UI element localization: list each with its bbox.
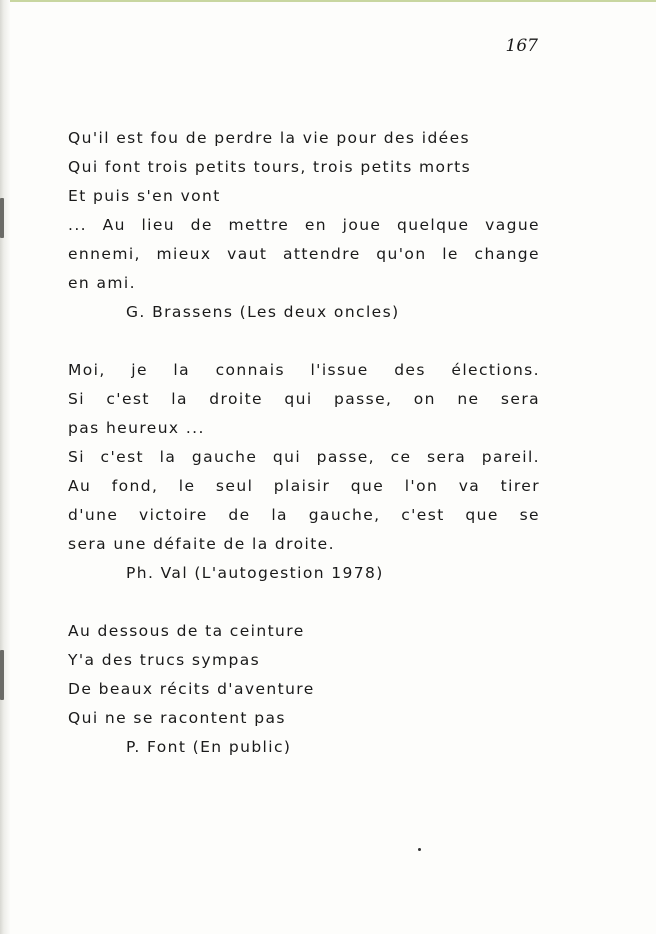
quote-line: Qui ne se racontent pas [68,709,286,727]
quote-line: sera une défaite de la droite. [68,535,335,553]
quote-line: pas heureux ... [68,419,205,437]
quote-line: Au fond, le seul plaisir que l'on va tirer [68,477,540,495]
binding-mark-upper [0,198,4,238]
quote-line: De beaux récits d'aventure [68,680,315,698]
quote-line: Si c'est la gauche qui passe, ce sera pareil. [68,448,540,466]
quote-line: Au dessous de ta ceinture [68,622,305,640]
page-binding-shadow [0,0,10,934]
quote-attribution: G. Brassens (Les deux oncles) [126,303,400,321]
quote-line: Et puis s'en vont [68,187,221,205]
quote-line: ... Au lieu de mettre en joue quelque vague [68,216,540,234]
quote-attribution: Ph. Val (L'autogestion 1978) [126,564,384,582]
ink-speck [418,848,421,851]
quote-line: Qui font trois petits tours, trois petits morts [68,158,472,176]
binding-mark-lower [0,650,4,700]
quote-line: Moi, je la connais l'issue des élections. [68,361,540,379]
quote-line: en ami. [68,274,136,292]
quote-val [68,356,540,588]
quote-font [68,617,540,762]
quote-brassens [68,124,540,327]
quote-attribution: P. Font (En public) [126,738,292,756]
quote-line: d'une victoire de la gauche, c'est que se [68,506,540,524]
quote-line: Si c'est la droite qui passe, on ne sera [68,390,540,408]
page-number: 167 [505,36,538,56]
page-top-edge [0,0,656,2]
quote-line: Y'a des trucs sympas [68,651,261,669]
quote-line: ennemi, mieux vaut attendre qu'on le change [68,245,540,263]
quote-line: Qu'il est fou de perdre la vie pour des idées [68,129,471,147]
